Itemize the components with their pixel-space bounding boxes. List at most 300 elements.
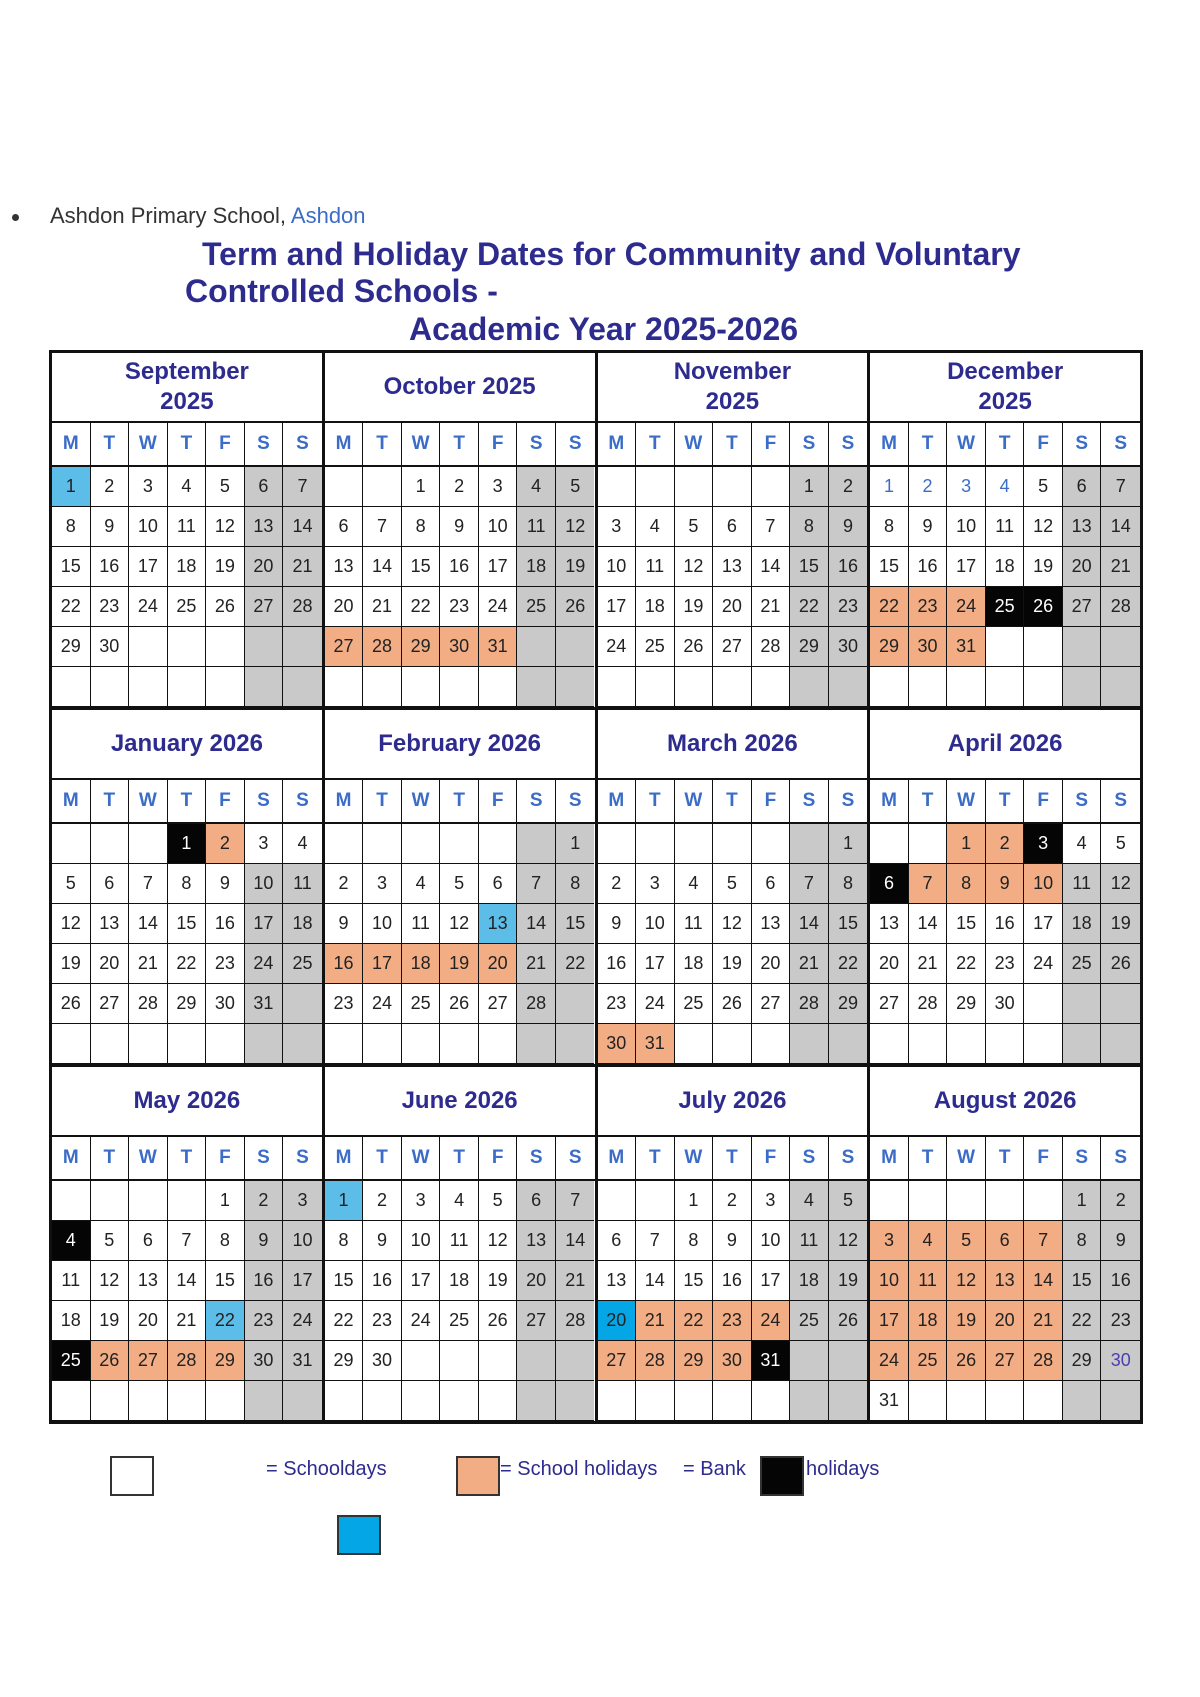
weekday-header: F	[1024, 1137, 1063, 1179]
day-cell: 24	[598, 627, 637, 667]
day-cell: 22	[829, 944, 868, 984]
day-cell: 21	[909, 944, 948, 984]
empty-cell	[598, 1381, 637, 1421]
day-cell: 15	[402, 547, 441, 587]
day-cell: 7	[636, 1221, 675, 1261]
day-cell: 29	[325, 1341, 364, 1381]
empty-cell	[206, 667, 245, 707]
key-holiday-swatch	[456, 1456, 500, 1496]
day-cell: 15	[675, 1261, 714, 1301]
empty-cell	[206, 627, 245, 667]
day-cell: 24	[1024, 944, 1063, 984]
day-cell: 29	[206, 1341, 245, 1381]
day-cell: 25	[675, 984, 714, 1024]
day-cell: 11	[909, 1261, 948, 1301]
empty-cell	[1063, 1381, 1102, 1421]
day-cell: 12	[206, 507, 245, 547]
day-cell: 11	[1063, 864, 1102, 904]
month-panel	[870, 710, 1140, 1064]
weekday-header: M	[598, 780, 637, 822]
empty-cell	[52, 824, 91, 864]
month-panel	[325, 1067, 595, 1421]
day-cell: 25	[1063, 944, 1102, 984]
empty-cell	[517, 627, 556, 667]
day-cell: 29	[675, 1341, 714, 1381]
weekday-header: W	[129, 423, 168, 465]
day-cell: 6	[598, 1221, 637, 1261]
day-cell: 3	[1024, 824, 1063, 864]
day-cell: 3	[479, 467, 518, 507]
empty-cell	[829, 667, 868, 707]
day-cell: 18	[168, 547, 207, 587]
day-cell: 26	[556, 587, 595, 627]
day-cell: 18	[440, 1261, 479, 1301]
day-cell: 26	[947, 1341, 986, 1381]
weekday-header: W	[402, 780, 441, 822]
weekday-header: F	[206, 780, 245, 822]
weekday-header: M	[870, 423, 909, 465]
weekday-header: F	[479, 780, 518, 822]
weekday-header: M	[598, 423, 637, 465]
empty-cell	[91, 1181, 130, 1221]
day-cell: 19	[206, 547, 245, 587]
weekday-header: T	[909, 780, 948, 822]
day-cell: 17	[870, 1301, 909, 1341]
day-cell: 12	[713, 904, 752, 944]
weekday-header: T	[986, 1137, 1025, 1179]
empty-cell	[440, 667, 479, 707]
weekday-header: S	[1063, 780, 1102, 822]
day-cell: 13	[245, 507, 284, 547]
day-cell: 7	[790, 864, 829, 904]
empty-cell	[325, 667, 364, 707]
day-cell: 15	[52, 547, 91, 587]
day-cell: 6	[517, 1181, 556, 1221]
weekday-header: S	[841, 1147, 855, 1168]
day-cell: 22	[790, 587, 829, 627]
month-title: July 2026	[678, 1087, 787, 1114]
day-cell: 5	[206, 467, 245, 507]
day-cell: 3	[283, 1181, 322, 1221]
empty-cell	[52, 1381, 91, 1421]
month-header	[870, 353, 1140, 423]
weekday-header-row	[52, 423, 322, 467]
day-cell: 16	[440, 547, 479, 587]
day-cell: 19	[829, 1261, 868, 1301]
month-title: February 2026	[378, 730, 541, 757]
month-panel	[52, 1067, 322, 1421]
empty-cell	[129, 824, 168, 864]
day-cell: 18	[1063, 904, 1102, 944]
weekday-header: W	[947, 780, 986, 822]
empty-cell	[752, 1024, 791, 1064]
empty-cell	[206, 1381, 245, 1421]
empty-cell	[440, 1024, 479, 1064]
empty-cell	[363, 667, 402, 707]
day-cell: 30	[206, 984, 245, 1024]
month-title: November 2025	[673, 358, 792, 415]
day-cell: 5	[52, 864, 91, 904]
weekday-header: S	[245, 780, 284, 822]
day-cell: 15	[947, 904, 986, 944]
month-panel	[598, 353, 868, 707]
day-cell: 3	[947, 467, 986, 507]
empty-cell	[440, 1341, 479, 1381]
weekday-header: S	[1063, 423, 1102, 465]
day-cell: 16	[713, 1261, 752, 1301]
empty-cell	[168, 627, 207, 667]
day-cell: 18	[790, 1261, 829, 1301]
day-cell: 4	[636, 507, 675, 547]
day-cell: 4	[517, 467, 556, 507]
day-cell: 10	[479, 507, 518, 547]
day-cell: 21	[283, 547, 322, 587]
weekday-header: M	[870, 1137, 909, 1179]
day-cell: 31	[947, 627, 986, 667]
day-cell: 9	[829, 507, 868, 547]
empty-cell	[790, 1024, 829, 1064]
day-cell: 10	[870, 1261, 909, 1301]
day-cell: 6	[986, 1221, 1025, 1261]
day-cell: 8	[556, 864, 595, 904]
day-cell: 19	[1024, 547, 1063, 587]
empty-cell	[245, 627, 284, 667]
day-cell: 20	[91, 944, 130, 984]
key-schoolday-swatch	[110, 1456, 154, 1496]
day-cell: 23	[440, 587, 479, 627]
weekday-header: F	[752, 780, 791, 822]
weekday-header: W	[947, 423, 986, 465]
day-cell: 18	[909, 1301, 948, 1341]
empty-cell	[790, 824, 829, 864]
empty-cell	[363, 1381, 402, 1421]
key-bank-label: = Bank	[683, 1458, 746, 1480]
day-cell: 20	[870, 944, 909, 984]
day-cell: 8	[675, 1221, 714, 1261]
empty-cell	[1101, 667, 1140, 707]
day-cell: 8	[325, 1221, 364, 1261]
empty-cell	[363, 824, 402, 864]
day-cell: 6	[479, 864, 518, 904]
day-cell: 12	[1024, 507, 1063, 547]
empty-cell	[675, 1381, 714, 1421]
empty-cell	[440, 1381, 479, 1421]
day-cell: 28	[283, 587, 322, 627]
empty-cell	[829, 1024, 868, 1064]
day-cell: 23	[713, 1301, 752, 1341]
month-panel	[52, 353, 322, 707]
weekday-header: W	[675, 423, 714, 465]
empty-cell	[598, 824, 637, 864]
days-grid	[325, 824, 595, 1064]
day-cell: 15	[790, 547, 829, 587]
title-line-1: Term and Holiday Dates for Community and Voluntary	[202, 236, 1021, 272]
weekday-header-row	[325, 1137, 595, 1181]
day-cell: 7	[517, 864, 556, 904]
empty-cell	[870, 1024, 909, 1064]
day-cell: 11	[440, 1221, 479, 1261]
day-cell: 24	[245, 944, 284, 984]
empty-cell	[752, 667, 791, 707]
day-cell: 27	[752, 984, 791, 1024]
empty-cell	[1063, 667, 1102, 707]
day-cell: 13	[713, 547, 752, 587]
day-cell: 26	[713, 984, 752, 1024]
day-cell: 9	[909, 507, 948, 547]
days-grid	[870, 1181, 1140, 1421]
weekday-header-row	[870, 1137, 1140, 1181]
day-cell: 13	[986, 1261, 1025, 1301]
empty-cell	[52, 1181, 91, 1221]
day-cell: 4	[52, 1221, 91, 1261]
day-cell: 20	[713, 587, 752, 627]
day-cell: 14	[168, 1261, 207, 1301]
day-cell: 13	[752, 904, 791, 944]
empty-cell	[598, 1181, 637, 1221]
day-cell: 28	[1101, 587, 1140, 627]
day-cell: 8	[402, 507, 441, 547]
key-holidays-label: holidays	[806, 1458, 880, 1480]
day-cell: 20	[479, 944, 518, 984]
empty-cell	[517, 1341, 556, 1381]
day-cell: 21	[636, 1301, 675, 1341]
weekday-header-row	[598, 423, 868, 467]
day-cell: 1	[829, 824, 868, 864]
day-cell: 24	[947, 587, 986, 627]
empty-cell	[752, 1381, 791, 1421]
weekday-header-row	[325, 780, 595, 824]
day-cell: 12	[947, 1261, 986, 1301]
day-cell: 4	[790, 1181, 829, 1221]
day-cell: 11	[52, 1261, 91, 1301]
day-cell: 4	[440, 1181, 479, 1221]
empty-cell	[986, 627, 1025, 667]
weekday-header: T	[168, 1137, 207, 1179]
empty-cell	[636, 667, 675, 707]
day-cell: 16	[363, 1261, 402, 1301]
day-cell: 15	[1063, 1261, 1102, 1301]
day-cell: 12	[479, 1221, 518, 1261]
calendar-grid	[49, 350, 1143, 1424]
day-cell: 23	[245, 1301, 284, 1341]
month-panel	[598, 710, 868, 1064]
day-cell: 31	[245, 984, 284, 1024]
day-cell: 26	[440, 984, 479, 1024]
school-location-link[interactable]: Ashdon	[290, 203, 366, 228]
empty-cell	[986, 1381, 1025, 1421]
day-cell: 3	[636, 864, 675, 904]
day-cell: 17	[598, 587, 637, 627]
day-cell: 23	[1101, 1301, 1140, 1341]
day-cell: 6	[325, 507, 364, 547]
day-cell: 3	[870, 1221, 909, 1261]
day-cell: 4	[283, 824, 322, 864]
day-cell: 3	[129, 467, 168, 507]
key-schooldays-label: = Schooldays	[266, 1458, 387, 1480]
day-cell: 13	[598, 1261, 637, 1301]
day-cell: 12	[1101, 864, 1140, 904]
empty-cell	[909, 1381, 948, 1421]
empty-cell	[1063, 1024, 1102, 1064]
day-cell: 16	[325, 944, 364, 984]
empty-cell	[517, 1381, 556, 1421]
month-header	[598, 353, 868, 423]
days-grid	[325, 467, 595, 707]
empty-cell	[675, 824, 714, 864]
empty-cell	[556, 627, 595, 667]
weekday-header: S	[1063, 1137, 1102, 1179]
weekday-header: T	[713, 780, 752, 822]
weekday-header: S	[517, 780, 556, 822]
day-cell: 27	[479, 984, 518, 1024]
day-cell: 19	[479, 1261, 518, 1301]
month-title: September 2025	[124, 358, 249, 415]
day-cell: 26	[52, 984, 91, 1024]
empty-cell	[986, 667, 1025, 707]
day-cell: 15	[870, 547, 909, 587]
day-cell: 30	[598, 1024, 637, 1064]
day-cell: 22	[402, 587, 441, 627]
day-cell: 8	[1063, 1221, 1102, 1261]
day-cell: 1	[1063, 1181, 1102, 1221]
days-grid	[52, 824, 322, 1064]
weekday-header-row	[52, 1137, 322, 1181]
empty-cell	[479, 667, 518, 707]
month-panel	[325, 710, 595, 1064]
day-cell: 15	[168, 904, 207, 944]
day-cell: 14	[636, 1261, 675, 1301]
empty-cell	[636, 824, 675, 864]
day-cell: 16	[829, 547, 868, 587]
day-cell: 21	[1024, 1301, 1063, 1341]
weekday-header: S	[568, 433, 582, 454]
day-cell: 2	[206, 824, 245, 864]
month-title: October 2025	[383, 373, 536, 400]
day-cell: 24	[129, 587, 168, 627]
empty-cell	[636, 467, 675, 507]
weekday-header: T	[986, 780, 1025, 822]
school-name: Ashdon Primary School,	[50, 203, 286, 228]
day-cell: 9	[440, 507, 479, 547]
month-panel	[870, 353, 1140, 707]
empty-cell	[129, 627, 168, 667]
day-cell: 22	[870, 587, 909, 627]
day-cell: 19	[713, 944, 752, 984]
empty-cell	[517, 1024, 556, 1064]
day-cell: 26	[1024, 587, 1063, 627]
day-cell: 2	[1101, 1181, 1140, 1221]
month-header	[52, 353, 322, 423]
empty-cell	[52, 667, 91, 707]
month-title: March 2026	[667, 730, 798, 757]
empty-cell	[479, 1381, 518, 1421]
empty-cell	[91, 667, 130, 707]
day-cell: 7	[752, 507, 791, 547]
empty-cell	[1024, 984, 1063, 1024]
day-cell: 4	[909, 1221, 948, 1261]
weekday-header: S	[568, 790, 582, 811]
weekday-header: F	[752, 423, 791, 465]
day-cell: 4	[402, 864, 441, 904]
day-cell: 29	[168, 984, 207, 1024]
day-cell: 28	[363, 627, 402, 667]
day-cell: 21	[517, 944, 556, 984]
day-cell: 13	[870, 904, 909, 944]
empty-cell	[790, 1381, 829, 1421]
day-cell: 8	[947, 864, 986, 904]
empty-cell	[283, 1024, 322, 1064]
day-cell: 4	[986, 467, 1025, 507]
empty-cell	[598, 467, 637, 507]
month-panel	[870, 1067, 1140, 1421]
day-cell: 27	[598, 1341, 637, 1381]
day-cell: 24	[363, 984, 402, 1024]
day-cell: 19	[947, 1301, 986, 1341]
day-cell: 3	[402, 1181, 441, 1221]
empty-cell	[713, 467, 752, 507]
day-cell: 14	[283, 507, 322, 547]
weekday-header: W	[402, 423, 441, 465]
day-cell: 6	[1063, 467, 1102, 507]
day-cell: 5	[479, 1181, 518, 1221]
day-cell: 29	[52, 627, 91, 667]
empty-cell	[479, 1341, 518, 1381]
empty-cell	[168, 1024, 207, 1064]
day-cell: 27	[713, 627, 752, 667]
empty-cell	[402, 824, 441, 864]
day-cell: 10	[363, 904, 402, 944]
day-cell: 5	[947, 1221, 986, 1261]
weekday-header: S	[841, 790, 855, 811]
day-cell: 10	[598, 547, 637, 587]
weekday-header: T	[363, 1137, 402, 1179]
days-grid	[870, 467, 1140, 707]
empty-cell	[206, 1024, 245, 1064]
day-cell: 26	[1101, 944, 1140, 984]
days-grid	[598, 467, 868, 707]
day-cell: 5	[829, 1181, 868, 1221]
day-cell: 18	[636, 587, 675, 627]
day-cell: 25	[517, 587, 556, 627]
day-cell: 10	[283, 1221, 322, 1261]
day-cell: 28	[790, 984, 829, 1024]
day-cell: 1	[947, 824, 986, 864]
day-cell: 19	[1101, 904, 1140, 944]
day-cell: 12	[829, 1221, 868, 1261]
days-grid	[870, 824, 1140, 1064]
day-cell: 4	[675, 864, 714, 904]
month-header	[870, 710, 1140, 780]
day-cell: 2	[91, 467, 130, 507]
day-cell: 1	[52, 467, 91, 507]
empty-cell	[363, 1024, 402, 1064]
empty-cell	[1101, 984, 1140, 1024]
month-panel	[325, 353, 595, 707]
day-cell: 8	[206, 1221, 245, 1261]
day-cell: 7	[909, 864, 948, 904]
empty-cell	[1024, 627, 1063, 667]
day-cell: 17	[1024, 904, 1063, 944]
day-cell: 8	[870, 507, 909, 547]
school-text	[50, 203, 366, 229]
day-cell: 11	[790, 1221, 829, 1261]
empty-cell	[1101, 627, 1140, 667]
day-cell: 24	[402, 1301, 441, 1341]
month-panel	[598, 1067, 868, 1421]
day-cell: 14	[363, 547, 402, 587]
empty-cell	[986, 1181, 1025, 1221]
day-cell: 8	[790, 507, 829, 547]
